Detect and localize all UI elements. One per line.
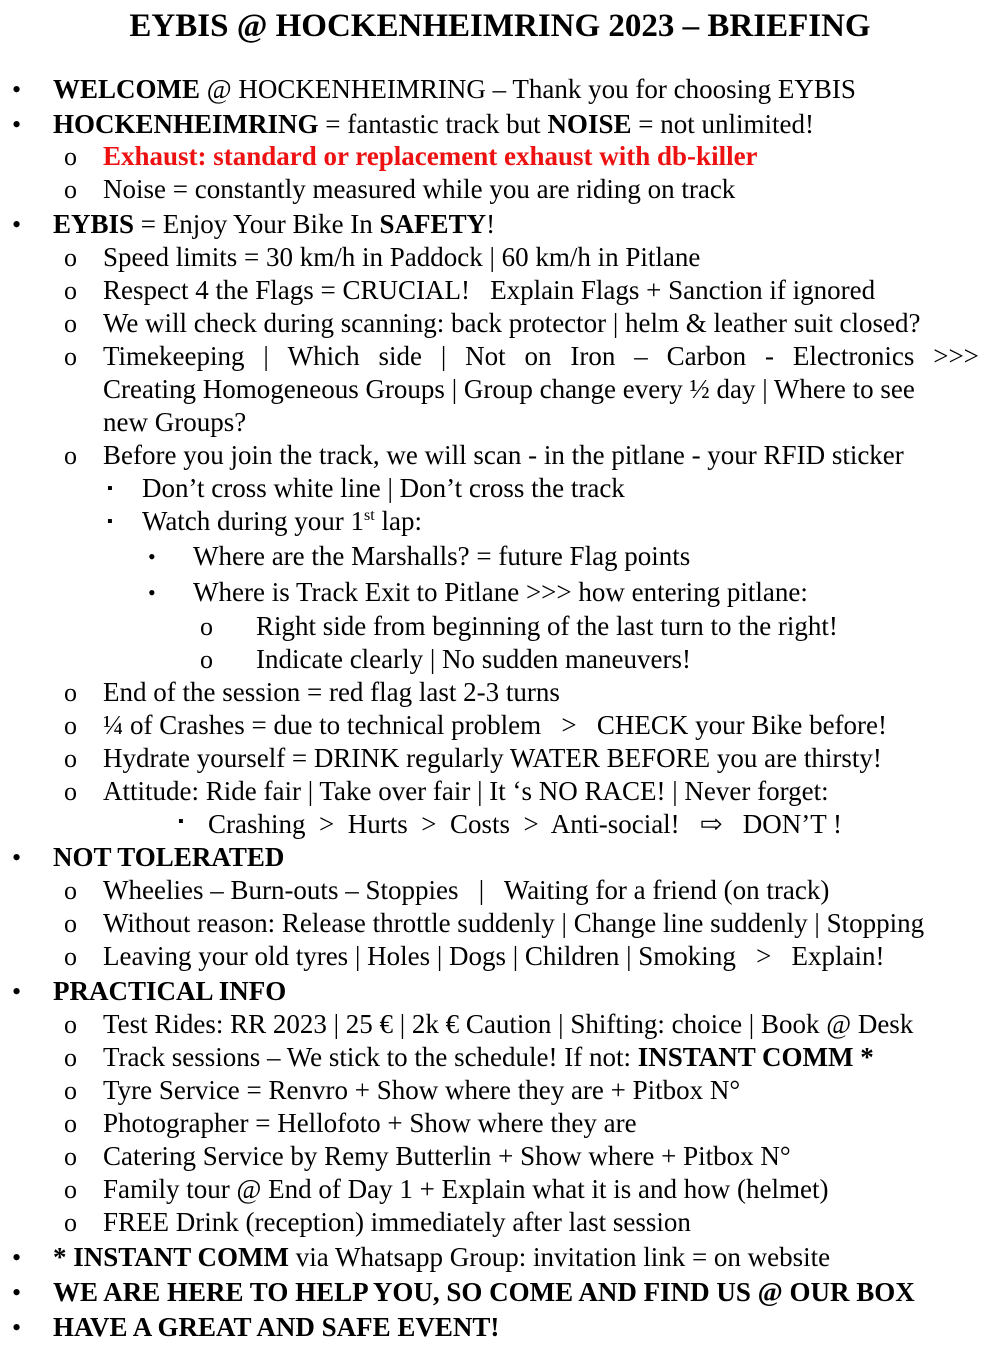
- item-wheelies: Wheelies – Burn-outs – Stoppies | Waiting for a friend (on track): [103, 875, 830, 905]
- bullet-disc: •: [148, 544, 156, 569]
- bullet-disc: •: [12, 843, 22, 872]
- bullet-circle: o: [64, 876, 77, 905]
- timekeeping-word: on: [524, 341, 552, 371]
- timekeeping-word: side: [378, 341, 423, 371]
- bullet-circle: o: [64, 309, 77, 338]
- item-marshalls: Where are the Marshalls? = future Flag points: [193, 541, 691, 571]
- bullet-circle: o: [200, 612, 213, 641]
- bullet-circle: o: [64, 243, 77, 272]
- item-indicate: Indicate clearly | No sudden maneuvers!: [256, 644, 691, 674]
- sessions-bold: INSTANT COMM *: [637, 1042, 874, 1072]
- item-trackexit: Where is Track Exit to Pitlane >>> how entering pitlane:: [193, 577, 808, 607]
- item-testrides: Test Rides: RR 2023 | 25 € | 2k € Caution | Shifting: choice | Book @ Desk: [103, 1009, 914, 1039]
- bullet-disc: •: [12, 110, 22, 139]
- timekeeping-word: Electronics: [792, 341, 915, 371]
- timekeeping-word: Iron: [570, 341, 616, 371]
- bullet-circle: o: [64, 1142, 77, 1171]
- timekeeping-word: Not: [465, 341, 506, 371]
- item-drink: FREE Drink (reception) immediately after last session: [103, 1207, 691, 1237]
- bullet-circle: o: [64, 342, 77, 371]
- item-instant-comm: [53, 1241, 830, 1274]
- hockenheim-text-2: = not unlimited!: [631, 109, 814, 139]
- item-crashing: Crashing > Hurts > Costs > Anti-social! ⇨ DON’T !: [208, 809, 843, 839]
- item-attitude: Attitude: Ride fair | Take over fair | It ‘s NO RACE! | Never forget:: [103, 776, 829, 806]
- item-endsession: End of the session = red flag last 2-3 turns: [103, 677, 560, 707]
- eybis-text: = Enjoy Your Bike In: [134, 209, 380, 239]
- hockenheim-text: = fantastic track but: [318, 109, 548, 139]
- item-welcome: [53, 73, 856, 106]
- item-tyre: Tyre Service = Renvro + Show where they are + Pitbox N°: [103, 1075, 741, 1105]
- item-great-event: HAVE A GREAT AND SAFE EVENT!: [53, 1312, 500, 1342]
- bullet-square: ▪: [107, 480, 113, 497]
- timekeeping-word: |: [263, 341, 269, 371]
- bullet-circle: o: [64, 1076, 77, 1105]
- timekeeping-word: Carbon: [666, 341, 747, 371]
- firstlap-text: Watch during your 1: [142, 506, 365, 536]
- item-speed: Speed limits = 30 km/h in Paddock | 60 km/h in Pitlane: [103, 242, 701, 272]
- item-check: We will check during scanning: back protector | helm & leather suit closed?: [103, 308, 921, 338]
- timekeeping-word: Timekeeping: [103, 341, 245, 371]
- item-whiteline: Don’t cross white line | Don’t cross the track: [142, 473, 625, 503]
- bullet-disc: •: [12, 977, 22, 1006]
- item-timekeeping-line-2: Creating Homogeneous Groups | Group change every ½ day | Where to see: [103, 374, 915, 404]
- item-hydrate: Hydrate yourself = DRINK regularly WATER BEFORE you are thirsty!: [103, 743, 882, 773]
- bullet-circle: o: [64, 711, 77, 740]
- bullet-circle: o: [64, 175, 77, 204]
- timekeeping-word: |: [440, 341, 447, 371]
- item-hockenheim: [53, 108, 814, 141]
- bullet-circle: o: [64, 909, 77, 938]
- item-family: Family tour @ End of Day 1 + Explain what it is and how (helmet): [103, 1174, 829, 1204]
- bullet-circle: o: [64, 142, 77, 171]
- heading-not-tolerated: NOT TOLERATED: [53, 842, 285, 872]
- firstlap-text-2: lap:: [374, 506, 422, 536]
- bullet-circle: o: [64, 441, 77, 470]
- instant-text: via Whatsapp Group: invitation link = on website: [289, 1242, 831, 1272]
- bullet-circle: o: [200, 645, 213, 674]
- safety-bold: SAFETY: [379, 209, 487, 239]
- bullet-disc: •: [12, 210, 22, 239]
- welcome-text: @ HOCKENHEIMRING – Thank you for choosing EYBIS: [200, 74, 856, 104]
- instant-bold: * INSTANT COMM: [53, 1242, 290, 1272]
- item-scan: Before you join the track, we will scan - in the pitlane - your RFID sticker: [103, 440, 904, 470]
- item-timekeeping-line-3: new Groups?: [103, 407, 247, 437]
- bullet-circle: o: [64, 1109, 77, 1138]
- bullet-circle: o: [64, 942, 77, 971]
- item-flags: Respect 4 the Flags = CRUCIAL! Explain Flags + Sanction if ignored: [103, 275, 876, 305]
- heading-practical: PRACTICAL INFO: [53, 976, 287, 1006]
- item-sessions: [103, 1041, 874, 1074]
- item-noise: Noise = constantly measured while you are riding on track: [103, 174, 736, 204]
- bullet-disc: •: [12, 75, 22, 104]
- bullet-circle: o: [64, 1208, 77, 1237]
- item-timekeeping-line-1: [103, 340, 979, 373]
- item-eybis: [53, 208, 495, 241]
- bullet-disc: •: [148, 580, 156, 605]
- welcome-bold: WELCOME: [53, 74, 201, 104]
- bullet-circle: o: [64, 678, 77, 707]
- bullet-circle: o: [64, 1043, 77, 1072]
- timekeeping-word: –: [634, 341, 648, 371]
- item-without: Without reason: Release throttle suddenly | Change line suddenly | Stopping: [103, 908, 925, 938]
- bullet-disc: •: [12, 1278, 22, 1307]
- timekeeping-word: -: [765, 341, 775, 371]
- bullet-circle: o: [64, 777, 77, 806]
- item-photo: Photographer = Hellofoto + Show where they are: [103, 1108, 637, 1138]
- bullet-square: ▪: [178, 813, 184, 830]
- bullet-square: ▪: [107, 513, 113, 530]
- hockenheim-bold: HOCKENHEIMRING: [53, 109, 319, 139]
- bullet-circle: o: [64, 276, 77, 305]
- bullet-circle: o: [64, 744, 77, 773]
- item-firstlap: [142, 505, 422, 538]
- bullet-disc: •: [12, 1313, 22, 1342]
- eybis-text-2: !: [486, 209, 496, 239]
- bullet-circle: o: [64, 1175, 77, 1204]
- page-title: EYBIS @ HOCKENHEIMRING 2023 – BRIEFING: [129, 8, 871, 44]
- bullet-disc: •: [12, 1243, 22, 1272]
- bullet-circle: o: [64, 1010, 77, 1039]
- item-rightside: Right side from beginning of the last turn to the right!: [256, 611, 838, 641]
- item-help: WE ARE HERE TO HELP YOU, SO COME AND FIND US @ OUR BOX: [53, 1277, 915, 1307]
- timekeeping-word: Which: [287, 341, 360, 371]
- item-catering: Catering Service by Remy Butterlin + Show where + Pitbox N°: [103, 1141, 791, 1171]
- item-leaving: Leaving your old tyres | Holes | Dogs | Children | Smoking > Explain!: [103, 941, 885, 971]
- eybis-bold: EYBIS: [53, 209, 135, 239]
- item-crashes: ¼ of Crashes = due to technical problem > CHECK your Bike before!: [103, 710, 888, 740]
- item-exhaust: Exhaust: standard or replacement exhaust with db-killer: [103, 141, 758, 171]
- firstlap-sup: st: [364, 507, 375, 524]
- sessions-text: Track sessions – We stick to the schedule! If not:: [103, 1042, 638, 1072]
- noise-bold: NOISE: [547, 109, 632, 139]
- timekeeping-word: >>>: [933, 341, 979, 371]
